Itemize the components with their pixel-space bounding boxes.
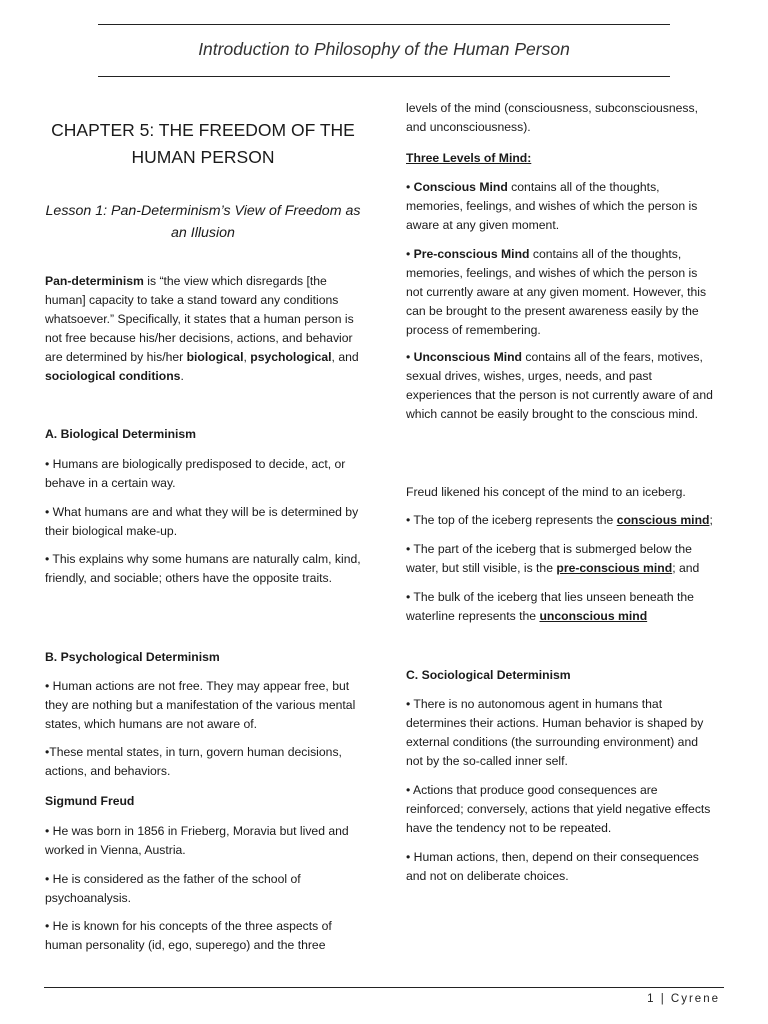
heading-biological: A. Biological Determinism — [45, 427, 197, 441]
footer-rule — [44, 987, 724, 988]
heading-psychological: B. Psychological Determinism — [45, 650, 220, 664]
soc-bullet-1: • There is no autonomous agent in humans that determines their actions. Human behavior is shaped by external conditions (the surrounding environment) and not by the so-called inner self. — [406, 697, 704, 768]
page-number-footer: 1 | Cyrene — [647, 993, 720, 1005]
term-pan-determinism: Pan-determinism — [45, 274, 144, 288]
unconscious-mind-item — [406, 348, 716, 424]
iceberg-bullet-2 — [406, 540, 716, 578]
intro-sep-1: , — [243, 350, 251, 364]
term-unconscious-mind: Unconscious Mind — [413, 350, 522, 364]
iceberg-intro: Freud likened his concept of the mind to an iceberg. — [406, 485, 686, 499]
freud-bullet-3: • He is known for his concepts of the three aspects of human personality (id, ego, superego) and the three — [45, 919, 332, 952]
psy-bullet-2: •These mental states, in turn, govern human decisions, actions, and behaviors. — [45, 745, 342, 778]
soc-bullet-3: • Human actions, then, depend on their consequences and not on deliberate choices. — [406, 850, 699, 883]
bullet: • — [406, 180, 414, 194]
conscious-mind-text: contains all of the thoughts, memories, feelings, and wishes of which the person is aware at any given moment. — [406, 180, 698, 232]
iceberg-bullet-1 — [406, 511, 716, 530]
document-header-title: Introduction to Philosophy of the Human Person — [198, 39, 570, 59]
header-bottom-rule — [98, 76, 670, 77]
bullet: • — [406, 350, 414, 364]
iceberg-text: • The bulk of the iceberg that lies unseen beneath the waterline represents the — [406, 590, 694, 623]
iceberg-text: • The part of the iceberg that is submerged below the water, but still visible, is the — [406, 542, 692, 575]
iceberg-text-end: ; — [709, 513, 713, 527]
unconscious-mind-text: contains all of the fears, motives, sexual drives, wishes, urges, needs, and past experiences that the person is not currently aware of and which cannot be easily brought to the conscious mind. — [406, 350, 713, 421]
iceberg-text-end: ; and — [672, 561, 700, 575]
bio-bullet-1: • Humans are biologically predisposed to decide, act, or behave in a certain way. — [45, 457, 346, 490]
levels-continuation: levels of the mind (consciousness, subconsciousness, and unconsciousness). — [406, 101, 698, 134]
lesson-title: Lesson 1: Pan-Determinism’s View of Freedom as an Illusion — [45, 203, 361, 241]
intro-end: . — [180, 369, 184, 383]
intro-sep-2: , and — [331, 350, 359, 364]
intro-paragraph — [45, 272, 361, 386]
term-preconscious-mind: Pre-conscious Mind — [413, 247, 530, 261]
soc-bullet-2: • Actions that produce good consequences are reinforced; conversely, actions that yield negative effects have the tendency not to be repeated. — [406, 783, 711, 835]
iceberg-text: • The top of the iceberg represents the — [406, 513, 617, 527]
psy-bullet-1: • Human actions are not free. They may appear free, but they are nothing but a manifestation of the various mental states, which humans are not aware of. — [45, 679, 356, 731]
heading-three-levels: Three Levels of Mind: — [406, 151, 532, 165]
bullet: • — [406, 247, 414, 261]
term-unconscious-mind-underlined: unconscious mind — [539, 609, 648, 623]
bio-bullet-2: • What humans are and what they will be is determined by their biological make-up. — [45, 505, 359, 538]
heading-freud: Sigmund Freud — [45, 794, 135, 808]
heading-sociological: C. Sociological Determinism — [406, 668, 571, 682]
term-conscious-mind-underlined: conscious mind — [616, 513, 710, 527]
conscious-mind-item — [406, 178, 716, 235]
freud-bullet-1: • He was born in 1856 in Frieberg, Moravia but lived and worked in Vienna, Austria. — [45, 824, 349, 857]
chapter-title: CHAPTER 5: THE FREEDOM OF THE HUMAN PERSON — [51, 120, 355, 167]
term-biological: biological — [186, 350, 244, 364]
header-top-rule — [98, 24, 670, 25]
term-psychological: psychological — [250, 350, 332, 364]
preconscious-mind-text: contains all of the thoughts, memories, feelings, and wishes of which the person is not currently aware at any given moment. However, this can be brought to the present awareness easily by the process of remembering. — [406, 247, 707, 337]
iceberg-bullet-3 — [406, 588, 716, 626]
term-conscious-mind: Conscious Mind — [413, 180, 508, 194]
freud-bullet-2: • He is considered as the father of the school of psychoanalysis. — [45, 872, 301, 905]
preconscious-mind-item — [406, 245, 716, 340]
term-sociological: sociological conditions — [45, 369, 181, 383]
intro-text: is “the view which disregards [the human] capacity to take a stand toward any conditions whatsoever.” Specifically, it states that a human person is not free because his/her decisions, actions, and behavior are determined by his/her — [45, 274, 354, 364]
bio-bullet-3: • This explains why some humans are naturally calm, kind, friendly, and sociable; others have the opposite traits. — [45, 552, 361, 585]
term-preconscious-mind-underlined: pre-conscious mind — [556, 561, 673, 575]
